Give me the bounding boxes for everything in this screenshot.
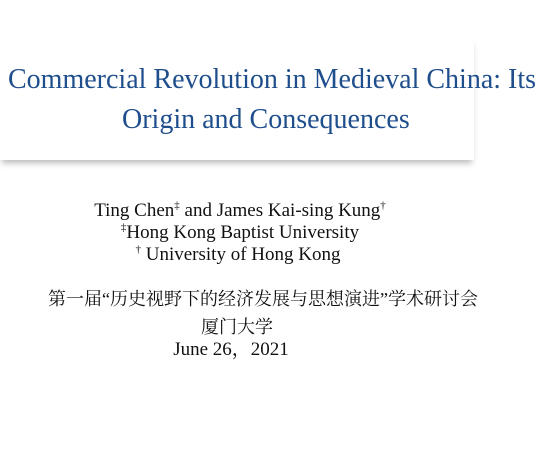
affiliation-2-mark: † bbox=[135, 243, 141, 256]
affiliation-1-name: Hong Kong Baptist University bbox=[126, 222, 360, 243]
title-band bbox=[0, 38, 474, 160]
affiliation-1 bbox=[3, 222, 477, 244]
author-connector: and bbox=[179, 200, 217, 221]
affiliation-1-mark: ‡ bbox=[120, 221, 127, 234]
slide-title-line-1: Commercial Revolution in Medieval China: Its bbox=[8, 64, 536, 95]
author-1-name: Ting Chen bbox=[94, 200, 175, 221]
authors-line bbox=[3, 200, 477, 222]
author-2-name: James Kai-sing Kung bbox=[216, 200, 381, 221]
affiliation-2 bbox=[1, 244, 475, 266]
presentation-date: June 26，2021 bbox=[173, 339, 289, 360]
venue-name: 厦门大学 bbox=[201, 317, 273, 337]
affiliation-2-name: University of Hong Kong bbox=[141, 244, 341, 265]
author-2-mark: † bbox=[380, 199, 386, 212]
slide-title-line-2: Origin and Consequences bbox=[122, 104, 410, 135]
conference-name: 第一届“历史视野下的经济发展与思想演进”学术研讨会 bbox=[48, 289, 478, 309]
author-1-mark: ‡ bbox=[174, 199, 180, 212]
